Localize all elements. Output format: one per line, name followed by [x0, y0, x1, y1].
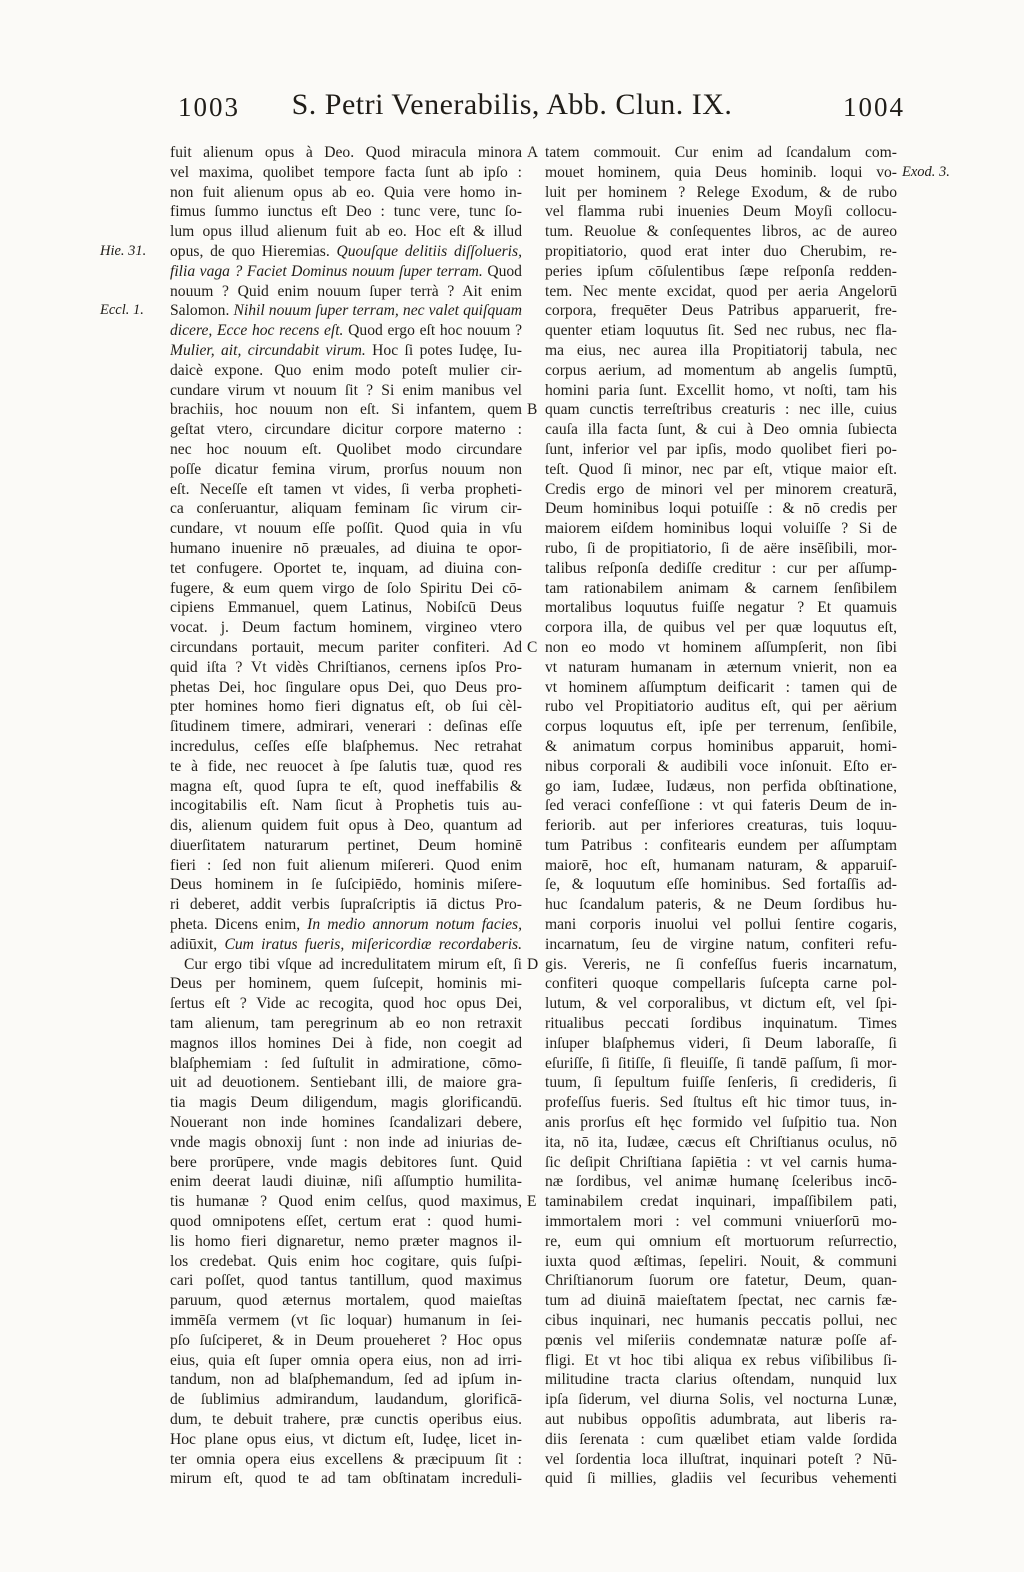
text-line — [545, 1331, 897, 1351]
body-text: pter homines homo fieri dignatus eſt, ob ſui cèl- — [170, 698, 522, 716]
text-line — [170, 222, 522, 242]
body-text: pheta. Dicens enim, — [170, 916, 308, 934]
text-line — [170, 836, 522, 856]
text-line — [170, 242, 522, 262]
text-line — [170, 737, 522, 757]
body-text: maiorem eiſdem hominibus loqui voluiſſe ? Si de — [545, 520, 897, 538]
body-text: ſed veraci confeſſione : vt qui fateris Deum de in- — [545, 797, 897, 815]
body-text: tam rationabilem animam & carnem ſenſibilem — [545, 579, 897, 597]
body-text: tum. Reuolue & conſequentes libros, ac de aureo — [545, 223, 897, 241]
text-line — [170, 579, 522, 599]
text-line — [170, 1192, 522, 1212]
body-text: blaſphemiam : ſed ſuſtulit in admiratione, cōmo- — [170, 1054, 522, 1072]
text-line — [545, 658, 897, 678]
body-text: ſunt, inferior vel par ipſis, modo quolibet fieri po- — [545, 440, 897, 458]
body-text: vocat. j. Deum factum hominem, virgineo vtero — [170, 619, 522, 637]
body-text: Cur ergo tibi vſque ad incredulitatem mirum eſt, ſi — [184, 955, 522, 973]
page-header — [0, 88, 1024, 132]
text-line — [170, 143, 522, 163]
text-line — [170, 895, 522, 915]
body-text: fimus ſummo iunctus eſt Deo : tunc vere, tunc ſo- — [170, 203, 522, 221]
body-text: opus, de quo Hieremias. — [170, 242, 337, 260]
body-text: quenter etiam loquutus ſit. Sed nec rubus, nec fla- — [545, 322, 897, 340]
body-text: poſſe dicatur femina virum, prorſus nouum non — [170, 460, 522, 478]
text-line — [545, 935, 897, 955]
body-text: paruum, quod æternus mortalem, quod maieſtas — [170, 1292, 522, 1310]
text-line — [170, 262, 522, 282]
body-text: brachiis, hoc nouum non eſt. Si infantem, quem — [170, 401, 522, 419]
body-text: enim deerat laudi diuinæ, niſi aſſumptio humilita- — [170, 1173, 522, 1191]
body-text: non eo modo vt hominem aſſumpſerit, non ſibi — [545, 638, 897, 656]
text-line — [545, 499, 897, 519]
text-line — [545, 1073, 897, 1093]
body-text: tuum, ſi ſepultum fuiſſe ſenſeris, ſi credideris, ſi — [545, 1074, 897, 1092]
text-line — [170, 915, 522, 935]
body-text: vt hominem aſſumptum deificarit : tamen qui de — [545, 678, 897, 696]
body-text: corpora illa, de quibus vel per quæ loquutus eſt, — [545, 619, 897, 637]
quoted-scripture-text: dicere, Ecce hoc recens eſt. — [170, 322, 344, 340]
text-line — [545, 301, 897, 321]
text-line — [545, 895, 897, 915]
body-text: ca conſeruantur, aliquam feminam ſic virum cir- — [170, 500, 522, 518]
text-line — [170, 1232, 522, 1252]
text-line — [545, 183, 897, 203]
text-line — [170, 282, 522, 302]
body-text: rubo vel Propitiatorio auditus eſt, qui per aërium — [545, 698, 897, 716]
body-text: tum ad diuinā maieſtatem ſpectat, nec carnis fæ- — [545, 1292, 897, 1310]
text-line — [170, 598, 522, 618]
text-line — [545, 222, 897, 242]
body-text: aut nubibus oppoſitis adumbrata, aut liberis ra- — [545, 1411, 897, 1428]
text-line — [545, 816, 897, 836]
body-text: ma eius, nec aurea illa Propitiatorij tabula, nec — [545, 341, 897, 359]
text-line — [170, 1311, 522, 1331]
body-text: diuerſitatem naturarum pertinet, Deum hominē — [170, 836, 522, 854]
text-line — [170, 1113, 522, 1133]
text-line — [545, 856, 897, 876]
body-text: mouet hominem, quia Deus hominib. loqui vo- — [545, 163, 897, 181]
column-number-left: 1003 — [178, 92, 240, 122]
text-line — [545, 1034, 897, 1054]
text-line — [545, 282, 897, 302]
body-text: tet confugere. Oportet te, inquam, ad diuina con- — [170, 559, 522, 577]
body-text: de ſublimius admirandum, laudandum, glorificā- — [170, 1391, 522, 1409]
body-text: tia magis Deum diligendum, magis glorificandū. — [170, 1094, 522, 1112]
body-text: pœnis vel miſeriis condemnatæ naturæ poſſe af- — [545, 1331, 897, 1349]
body-text: Credis ergo de minori vel per minorem creaturā, — [545, 480, 897, 498]
body-text: gis. Vereris, ne ſi confeſſus fueris incarnatum, — [545, 955, 897, 973]
body-text: homini paria ſunt. Excellit homo, vt noſti, tam his — [545, 381, 897, 399]
text-line — [545, 697, 897, 717]
body-text: lutum, & vel corporalibus, vt dictum eſt, vel ſpi- — [545, 995, 897, 1013]
quoted-scripture-text: Cum iratus fueris, miſericordiæ recordaberis. — [224, 935, 522, 953]
body-text: circundans portauit, mecum pariter confiteri. Ad — [170, 638, 522, 656]
body-text: cundare, vt nouum eſſe poſſit. Quod quia in vſu — [170, 520, 522, 538]
text-line — [545, 1390, 897, 1410]
body-text: ſertus eſt ? Vide ac recogita, quod hoc opus Dei, — [170, 995, 522, 1013]
body-text: geſtat vtero, circundare dicitur corpore materno : — [170, 421, 522, 439]
body-text: Deus hominem in ſe ſuſcipiēdo, hominis miſere- — [170, 876, 522, 894]
text-line — [170, 559, 522, 579]
text-line — [545, 420, 897, 440]
text-line — [170, 678, 522, 698]
body-text: profeſſus fueris. Sed ſtultus eſt hic timor tuus, in- — [545, 1094, 897, 1112]
text-line — [545, 381, 897, 401]
body-text: mirum eſt, quod te ad tam obſtinatam increduli- — [170, 1470, 522, 1488]
text-line — [170, 1390, 522, 1410]
text-line — [545, 717, 897, 737]
text-line — [545, 598, 897, 618]
body-text: lum opus illud alienum fuit ab eo. Hoc eſt & illud — [170, 223, 522, 241]
text-line — [170, 796, 522, 816]
quoted-scripture-text: Mulier, ait, circundabit virum. — [170, 341, 366, 359]
body-text: ſic deſipit Chriſtiana ſapiētia : vt vel carnis huma- — [545, 1153, 897, 1171]
text-line — [545, 539, 897, 559]
text-line — [170, 539, 522, 559]
text-line — [170, 618, 522, 638]
body-text: eſt. Neceſſe eſt tamen vt vides, ſi verba propheti- — [170, 480, 522, 498]
text-line — [170, 935, 522, 955]
text-line — [545, 974, 897, 994]
body-text: ri deberet, addit verbis ſupraſcriptis iā dictus Pro- — [170, 896, 522, 914]
text-line — [170, 163, 522, 183]
body-text: ipſa ſiderum, vel diurna Solis, vel nocturna Lunæ, — [545, 1391, 897, 1409]
text-line — [545, 1014, 897, 1034]
quoted-scripture-text: filia vaga ? Faciet Dominus nouum ſuper terram. — [170, 262, 483, 280]
body-text: Salomon. — [170, 302, 234, 320]
text-line — [170, 440, 522, 460]
body-text: vel flamma rubi inuenies Deum Moyſi collocu- — [545, 203, 897, 221]
body-text: cari poſſet, quod tantus tantillum, quod maximus — [170, 1272, 522, 1290]
text-line — [545, 1252, 897, 1272]
body-text: inſuper blaſphemus videri, ſi Deum laboraſſe, ſi — [545, 1034, 897, 1052]
body-text: Nouerant non inde homines ſcandalizari debere, — [170, 1114, 522, 1132]
body-text: cundare virum vt nouum ſit ? Si enim manibus vel — [170, 381, 522, 399]
text-line — [170, 1073, 522, 1093]
body-text: bere prorūpere, vnde magis debitores ſunt. Quid — [170, 1153, 522, 1171]
body-text: quid ſi millies, gladiis vel ſecuribus vehementi — [545, 1470, 897, 1488]
text-line — [545, 836, 897, 856]
text-line — [170, 301, 522, 321]
text-line — [545, 994, 897, 1014]
text-line — [545, 796, 897, 816]
text-line — [170, 717, 522, 737]
body-text: ter omnia opera eius excellens & præcipuum ſit : — [170, 1450, 522, 1468]
body-text: incarnatum, ſeu de virgine natum, confiteri refu- — [545, 935, 897, 953]
body-text: tem. Nec mente excidat, quod per aeria Angelorū — [545, 282, 897, 300]
body-text: non fuit alienum opus ab eo. Quia vere homo in- — [170, 183, 522, 201]
body-text: uit ad deuotionem. Sentiebant illi, de maiore gra- — [170, 1074, 522, 1092]
text-column-right — [545, 143, 897, 1489]
body-text: nec hoc nouum eſt. Quolibet modo circundare — [170, 440, 522, 458]
text-line — [170, 697, 522, 717]
text-line — [545, 1450, 897, 1470]
body-text: teſt. Quod ſi minor, nec par eſt, vtique maior eſt. — [545, 460, 897, 478]
body-text: quam cunctis terreſtribus creaturis : nec ille, cuius — [545, 401, 897, 419]
text-line — [545, 361, 897, 381]
body-text: Quod — [482, 262, 522, 280]
quoted-scripture-text: Quouſque delitiis diſſolueris, — [336, 242, 522, 260]
text-line — [545, 1232, 897, 1252]
text-line — [545, 1430, 897, 1450]
body-text: luit per hominem ? Relege Exodum, & de rubo — [545, 183, 897, 201]
text-line — [170, 1212, 522, 1232]
column-number-right: 1004 — [843, 92, 905, 122]
quoted-scripture-text: Nihil nouum ſuper terram, nec valet quiſquam — [233, 302, 522, 320]
text-line — [170, 1351, 522, 1371]
body-text: lis homo fieri dignaretur, nemo præter magnos il- — [170, 1232, 522, 1250]
margin-note-reference: Hie. 31. — [100, 243, 147, 259]
body-text: huc ſcandalum pateris, & ne Deum ſordibus hu- — [545, 896, 897, 914]
text-line — [170, 202, 522, 222]
body-text: Deum hominibus loqui potuiſſe : & nō credis per — [545, 500, 897, 518]
text-line — [170, 499, 522, 519]
quoted-scripture-text: In medio annorum notum facies, — [307, 916, 522, 934]
text-line — [170, 816, 522, 836]
text-line — [170, 1054, 522, 1074]
body-text: Deus per hominem, quem ſuſcepit, hominis mi- — [170, 975, 522, 993]
body-text: ritualibus peccati ſordibus inquinatum. Times — [545, 1015, 897, 1033]
text-line — [545, 440, 897, 460]
body-text: cauſa illa facta ſunt, & cui à Deo omnia ſubiecta — [545, 421, 897, 439]
text-line — [545, 1212, 897, 1232]
body-text: quod omnipotens eſſet, certum erat : quod humi- — [170, 1213, 522, 1231]
text-line — [545, 1054, 897, 1074]
body-text: propitiatorio, quod erat inter duo Cherubim, re- — [545, 242, 897, 260]
text-line — [545, 480, 897, 500]
text-line — [170, 321, 522, 341]
text-line — [545, 1370, 897, 1390]
body-text: talibus reſponſa dediſſe creditur : cur per aſſump- — [545, 559, 897, 577]
body-text: diis ſerenata : cum quælibet etiam valde ſordida — [545, 1430, 897, 1448]
section-letter: E — [527, 1193, 537, 1211]
body-text: maiorē, hoc eſt, humanam naturam, & apparuiſ- — [545, 856, 897, 874]
body-text: re, eum qui omnium eſt mortuorum reſurrectio, — [545, 1232, 897, 1250]
section-letter: D — [527, 955, 539, 973]
text-line — [170, 1093, 522, 1113]
body-text: immēſa vermem (vt ſic loquar) humanum in ſei- — [170, 1312, 522, 1330]
body-text: corpus aerium, ad momentum ab angelis ſumptū, — [545, 361, 897, 379]
text-line — [170, 1370, 522, 1390]
body-text: ſe, & loquutum eſſe hominibus. Sed fortaſſis ad- — [545, 876, 897, 894]
body-text: nouum ? Quid enim nouum ſuper terrà ? Ait enim — [170, 282, 522, 300]
body-text: rubo, ſi de propitiatorio, ſi de aëre insēſibili, mor- — [545, 539, 897, 557]
body-text: incredulus, ceſſes eſſe blaſphemus. Nec retrahat — [170, 737, 522, 755]
text-line — [545, 1311, 897, 1331]
text-line — [170, 1410, 522, 1430]
text-line — [170, 381, 522, 401]
body-text: ſitudinem timere, admirari, venerari : deſinas eſſe — [170, 718, 522, 736]
text-line — [545, 678, 897, 698]
body-text: Hoc ſi potes Iudęe, Iu- — [365, 341, 522, 359]
text-line — [170, 183, 522, 203]
body-text: næ ſordibus, vel animæ humanę ſceleribus incō- — [545, 1173, 897, 1191]
text-line — [170, 994, 522, 1014]
text-line — [170, 638, 522, 658]
body-text: cipiens Emmanuel, quem Latinus, Nobiſcū Deus — [170, 599, 522, 617]
text-line — [170, 519, 522, 539]
body-text: corpora, frequēter Deus Patribus apparuerit, fre- — [545, 302, 897, 320]
section-letter: B — [527, 401, 538, 419]
body-text: humano inuenire nō præuales, ad diuina te opor- — [170, 539, 522, 557]
text-line — [170, 955, 522, 975]
text-line — [170, 460, 522, 480]
body-text: Chriſtianorum ſuorum ore fatetur, Deum, quan- — [545, 1272, 897, 1290]
text-line — [170, 341, 522, 361]
body-text: go iam, Iudæe, Iudæus, non perfida obſtinatione, — [545, 777, 897, 795]
body-text: mortalibus loquutus fuiſſe negatur ? Et quamuis — [545, 599, 897, 617]
body-text: peries ipſum cōſulentibus ſæpe reſponſa redden- — [545, 262, 897, 280]
body-text: tatem commouit. Cur enim ad ſcandalum com- — [545, 144, 897, 161]
text-line — [545, 460, 897, 480]
body-text: militudine tracta clarius oſtendam, nunquid lux — [545, 1371, 897, 1389]
text-line — [545, 757, 897, 777]
body-text: corpus loquutus eſt, ipſe per terrenum, ſenſibile, — [545, 718, 897, 736]
text-line — [170, 420, 522, 440]
section-letter: C — [527, 639, 538, 656]
running-title: S. Petri Venerabilis, Abb. Clun. IX. — [291, 88, 733, 121]
text-line — [545, 262, 897, 282]
body-text: pſo ſuſciperet, & in Deum proueheret ? Hoc opus — [170, 1331, 522, 1349]
text-line — [545, 341, 897, 361]
text-line — [545, 737, 897, 757]
text-line — [170, 1252, 522, 1272]
text-line — [545, 875, 897, 895]
text-line — [545, 321, 897, 341]
text-line — [545, 1133, 897, 1153]
body-text: fieri : ſed non fuit alienum miſereri. Quod enim — [170, 856, 522, 874]
text-line — [170, 1469, 522, 1489]
body-text: vel maxima, quolibet tempore facta ſunt ab ipſo : — [170, 163, 522, 181]
text-line — [545, 955, 897, 975]
text-line — [545, 579, 897, 599]
text-line — [545, 1351, 897, 1371]
body-text: confiteri quoque compellaris ſuſcepta carne pol- — [545, 975, 897, 993]
text-line — [545, 400, 897, 420]
text-line — [545, 1172, 897, 1192]
body-text: tandum, non ad blaſphemandum, ſed ad ipſum in- — [170, 1371, 522, 1389]
body-text: taminabilem credat inquinari, impaſſibilem pati, — [545, 1193, 897, 1211]
section-letter: A — [527, 144, 539, 161]
body-text: adiūxit, — [170, 935, 225, 953]
text-line — [545, 1271, 897, 1291]
text-line — [170, 875, 522, 895]
body-text: dis, alienum quidem fuit opus à Deo, quantum ad — [170, 817, 522, 835]
text-line — [545, 1113, 897, 1133]
body-text: daicè expone. Quo enim modo poteſt mulier cir- — [170, 361, 522, 379]
text-line — [170, 856, 522, 876]
body-text: cibus inquinari, nec humanis peccatis pollui, nec — [545, 1312, 897, 1330]
margin-note-reference: Exod. 3. — [902, 163, 950, 180]
text-line — [545, 1153, 897, 1173]
text-line — [170, 400, 522, 420]
body-text: te à fide, nec reuocet à ſpe ſalutis tuæ, quod res — [170, 757, 522, 775]
text-line — [170, 1133, 522, 1153]
body-text: fuit alienum opus à Deo. Quod miracula minora — [170, 144, 522, 161]
text-line — [545, 1192, 897, 1212]
text-line — [545, 915, 897, 935]
body-text: phetas Dei, hoc ſingulare opus Dei, quo Deus pro- — [170, 678, 522, 696]
body-text: vel ſordentia loca illuſtrat, inquinari poteſt ? Nū- — [545, 1450, 897, 1468]
text-line — [170, 1430, 522, 1450]
text-line — [170, 974, 522, 994]
text-line — [545, 1291, 897, 1311]
text-line — [545, 559, 897, 579]
body-text: Quod ergo eſt hoc nouum ? — [343, 322, 522, 340]
body-text: fligi. Et vt hoc tibi aliqua ex rebus viſibilibus ſi- — [545, 1351, 897, 1369]
text-line — [170, 1331, 522, 1351]
body-text: dum, te debuit trahere, præ cunctis operibus eius. — [170, 1411, 522, 1428]
body-text: quid iſta ? Vt vidès Chriſtianos, cernens ipſos Pro- — [170, 658, 522, 676]
body-text: incogitabilis eſt. Nam ſicut à Prophetis tuis au- — [170, 797, 522, 815]
text-line — [170, 1014, 522, 1034]
body-text: iuxta quod æſtimas, ſepeliri. Nouit, & communi — [545, 1252, 897, 1270]
body-text: vt naturam humanam in æternum vnierit, non ea — [545, 658, 897, 676]
text-line — [170, 1271, 522, 1291]
text-line — [545, 618, 897, 638]
text-line — [170, 658, 522, 678]
text-line — [545, 777, 897, 797]
text-line — [170, 1034, 522, 1054]
text-line — [170, 1172, 522, 1192]
text-line — [545, 1469, 897, 1489]
text-line — [170, 1153, 522, 1173]
body-text: tum Patribus : confitearis eundem per aſſumptam — [545, 836, 897, 854]
text-line — [170, 757, 522, 777]
text-line — [545, 163, 897, 183]
body-text: immortalem mori : vel communi vniuerſorū mo- — [545, 1213, 897, 1231]
body-text: anis prorſus eſt hęc formido vel ſuſpitio tua. Non — [545, 1114, 897, 1132]
body-text: feriorib. aut per inferiores creaturas, tuis loquu- — [545, 817, 897, 835]
text-line — [545, 1410, 897, 1430]
text-line — [170, 361, 522, 381]
body-text: nibus corporali & audibili voce inſonuit. Eſto er- — [545, 757, 897, 775]
text-line — [170, 480, 522, 500]
body-text: tis humanæ ? Quod enim celſus, quod maximus, — [170, 1193, 522, 1211]
body-text: ita, nō ita, Iudæe, cæcus eſt Chriſtianus oculus, nō — [545, 1133, 897, 1151]
text-line — [545, 519, 897, 539]
margin-note-reference: Eccl. 1. — [100, 302, 144, 319]
body-text: los credebat. Quis enim hoc cogitare, quis ſuſpi- — [170, 1252, 522, 1270]
text-line — [170, 1450, 522, 1470]
body-text: eſuriſſe, ſi ſitiſſe, ſi fleuiſſe, ſi tandē paſſum, ſi mor- — [545, 1054, 897, 1072]
body-text: vnde magis obnoxij ſunt : non inde ad iniurias de- — [170, 1133, 522, 1151]
text-line — [170, 1291, 522, 1311]
body-text: & animatum corpus hominibus apparuit, homi- — [545, 737, 897, 755]
text-line — [170, 777, 522, 797]
body-text: fugere, & eum quem virgo de ſolo Spiritu Dei cō- — [170, 579, 522, 597]
text-line — [545, 202, 897, 222]
text-line — [545, 638, 897, 658]
body-text: magnos illos homines Dei à fide, non coegit ad — [170, 1034, 522, 1052]
text-line — [545, 143, 897, 163]
text-column-left — [170, 143, 522, 1489]
body-text: Hoc plane opus eius, vt dictum eſt, Iudęe, licet in- — [170, 1430, 522, 1448]
body-text: magna eſt, quod ſupra te eſt, quod ineffabilis & — [170, 777, 522, 795]
text-line — [545, 242, 897, 262]
body-text: mani corporis inuolui vel pollui ſentire cogaris, — [545, 916, 897, 934]
text-line — [545, 1093, 897, 1113]
body-text: tam alienum, tam peregrinum ab eo non retraxit — [170, 1015, 522, 1033]
body-text: eius, quia eſt ſuper omnia opera eius, non ad irri- — [170, 1351, 522, 1369]
